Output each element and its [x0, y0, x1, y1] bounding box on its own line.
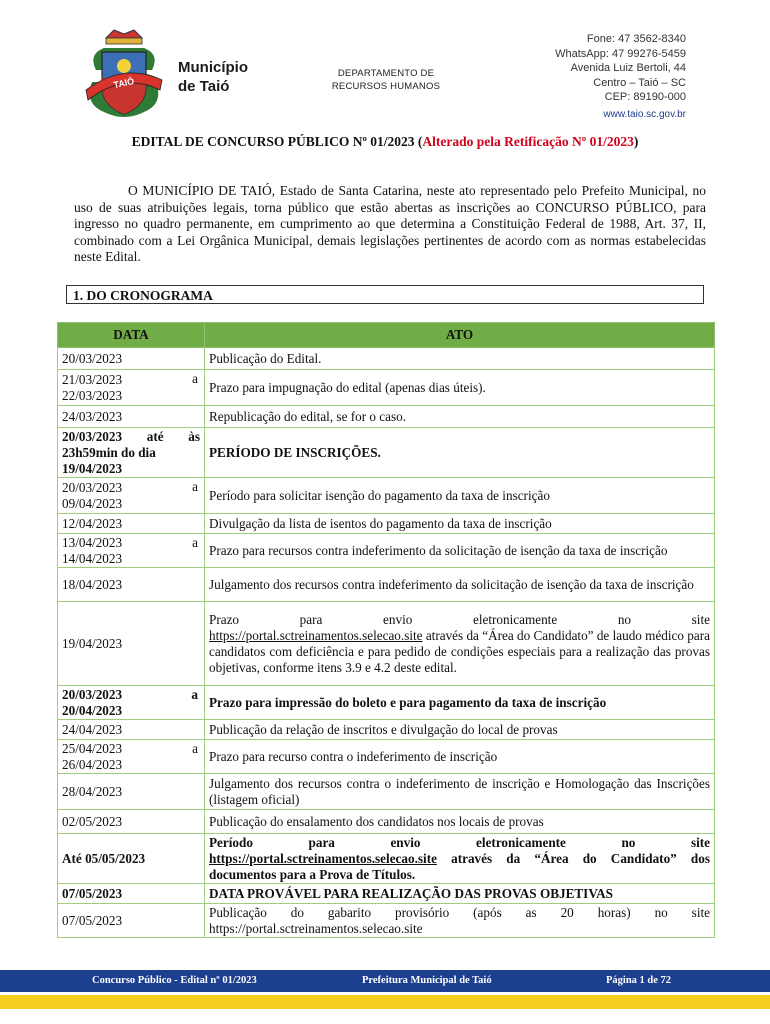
portal-link[interactable]: https://portal.sctreinamentos.selecao.site [209, 850, 437, 866]
date-cell: 20/03/2023 até às 23h59min do dia 19/04/2023 [58, 428, 205, 478]
department-name: DEPARTAMENTO DE RECURSOS HUMANOS [331, 68, 441, 92]
act-cell: Publicação do ensalamento dos candidatos nos locais de provas [205, 810, 715, 834]
act-cell: Publicação da relação de inscritos e divulgação do local de provas [205, 720, 715, 740]
table-row [58, 740, 715, 774]
act-cell: Prazo para recurso contra o indeferimento de inscrição [205, 740, 715, 774]
amendment-note: Alterado pela Retificação Nº 01/2023 [422, 134, 634, 149]
date-cell: 12/04/2023 [58, 514, 205, 534]
act-cell: Divulgação da lista de isentos do pagamento da taxa de inscrição [205, 514, 715, 534]
date-cell: 18/04/2023 [58, 568, 205, 602]
table-row [58, 904, 715, 938]
table-row [58, 568, 715, 602]
table-row [58, 534, 715, 568]
act-cell: Julgamento dos recursos contra indeferimento da solicitação de isenção da taxa de inscrição [205, 568, 715, 602]
act-cell: Período para solicitar isenção do pagamento da taxa de inscrição [205, 478, 715, 514]
date-cell: 20/03/2023 [58, 348, 205, 370]
municipality-name: Município de Taió [178, 59, 248, 95]
intro-paragraph: O MUNICÍPIO DE TAIÓ, Estado de Santa Catarina, neste ato representado pelo Prefeito Municipal, no uso de suas atribuições legais, torna público que estão abertas as inscrições ao CONCURSO PÚBLICO, para ingresso no quadro permanente, em cumprimento ao que determina a Constituição Federal de 1988, Art. 37, II, combinado com a Lei Orgânica Municipal, demais legislações pertinentes de acordo com as normas estabelecidas neste Edital. [74, 183, 706, 264]
table-header-row [58, 323, 715, 348]
act-cell: Período para envio eletronicamente no site https://portal.sctreinamentos.selecao.site através da “Área do Candidato” dos documentos para a Prova de Títulos. [205, 834, 715, 884]
footer-prefeitura: Prefeitura Municipal de Taió [362, 975, 492, 986]
table-row [58, 774, 715, 810]
table-row [58, 370, 715, 406]
act-cell: Republicação do edital, se for o caso. [205, 406, 715, 428]
page-header [0, 0, 770, 128]
contact-phone: Fone: 47 3562-8340 [586, 33, 686, 45]
header-date: DATA [58, 323, 205, 348]
contact-block [555, 32, 686, 122]
table-row [58, 720, 715, 740]
date-cell: Até 05/05/2023 [58, 834, 205, 884]
table-row [58, 884, 715, 904]
header-act: ATO [205, 323, 715, 348]
contact-district: Centro – Taió – SC [593, 76, 686, 89]
svg-text:TAIÓ: TAIÓ [112, 75, 136, 91]
document-title: EDITAL DE CONCURSO PÚBLICO Nº 01/2023 (Alterado pela Retificação Nº 01/2023) [131, 134, 639, 149]
table-row [58, 406, 715, 428]
table-row [58, 428, 715, 478]
contact-address: Avenida Luiz Bertoli, 44 [570, 62, 686, 74]
date-cell: 13/04/2023 a 14/04/2023 [58, 534, 205, 568]
act-cell: Publicação do Edital. [205, 348, 715, 370]
table-row [58, 514, 715, 534]
date-cell: 20/03/2023 a 09/04/2023 [58, 478, 205, 514]
act-cell: Publicação do gabarito provisório (após as 20 horas) no site https://portal.sctreinamentos.selecao.site [205, 904, 715, 938]
table-row [58, 602, 715, 686]
date-cell: 20/03/2023 a 20/04/2023 [58, 686, 205, 720]
date-cell: 24/03/2023 [58, 406, 205, 428]
page-footer [0, 970, 770, 992]
municipal-crest-icon [74, 24, 174, 124]
date-cell: 19/04/2023 [58, 602, 205, 686]
act-cell: Prazo para recursos contra indeferimento da solicitação de isenção da taxa de inscrição [205, 534, 715, 568]
date-cell: 25/04/2023 a 26/04/2023 [58, 740, 205, 774]
table-row [58, 348, 715, 370]
table-row [58, 810, 715, 834]
footer-stripe [0, 995, 770, 1009]
website-link[interactable]: www.taio.sc.gov.br [603, 108, 686, 120]
portal-link[interactable]: https://portal.sctreinamentos.selecao.site [209, 627, 423, 643]
footer-page-number: Página 1 de 72 [606, 975, 672, 986]
table-row [58, 686, 715, 720]
date-cell: 02/05/2023 [58, 810, 205, 834]
act-cell: Prazo para impugnação do edital (apenas dias úteis). [205, 370, 715, 406]
act-cell: Prazo para envio eletronicamente no site https://portal.sctreinamentos.selecao.site através da “Área do Candidato” de laudo médico para candidatos com deficiência e para pedido de condições especiais para a realização das provas objetivas, conforme itens 3.9 e 4.2 deste edital. [205, 602, 715, 686]
act-cell: DATA PROVÁVEL PARA REALIZAÇÃO DAS PROVAS OBJETIVAS [205, 884, 715, 904]
date-cell: 24/04/2023 [58, 720, 205, 740]
date-cell: 28/04/2023 [58, 774, 205, 810]
section-heading: 1. DO CRONOGRAMA [66, 285, 704, 304]
contact-cep: CEP: 89190-000 [604, 91, 686, 103]
date-cell: 21/03/2023 a 22/03/2023 [58, 370, 205, 406]
footer-edital: Concurso Público - Edital nº 01/2023 [92, 975, 257, 986]
table-row [58, 834, 715, 884]
act-cell: PERÍODO DE INSCRIÇÕES. [205, 428, 715, 478]
act-cell: Prazo para impressão do boleto e para pagamento da taxa de inscrição [205, 686, 715, 720]
contact-whatsapp: WhatsApp: 47 99276-5459 [555, 47, 686, 60]
date-cell: 07/05/2023 [58, 884, 205, 904]
date-cell: 07/05/2023 [58, 904, 205, 938]
schedule-table [57, 322, 715, 938]
table-row [58, 478, 715, 514]
act-cell: Julgamento dos recursos contra o indeferimento de inscrição e Homologação das Inscrições (listagem oficial) [205, 774, 715, 810]
